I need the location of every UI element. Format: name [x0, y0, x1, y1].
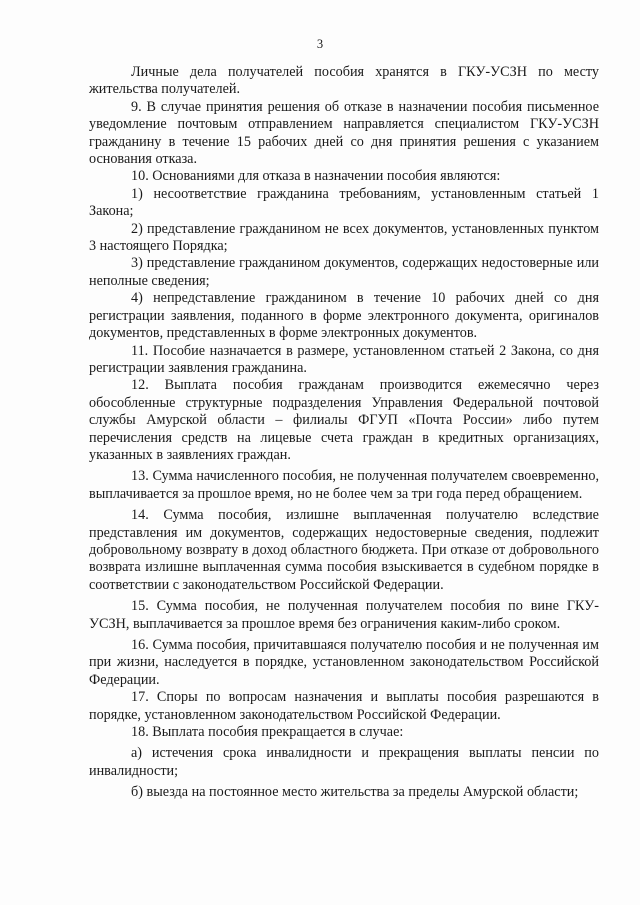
list-item-10-3: 3) представление гражданином документов, содержащих недостоверные или неполные сведения; [89, 255, 599, 289]
list-item-10-2: 2) представление гражданином не всех документов, установленных пунктом 3 настоящего Порядка; [89, 220, 599, 255]
page-number: 3 [316, 37, 324, 51]
list-item-18-a: а) истечения срока инвалидности и прекращения выплаты пенсии по инвалидности; [89, 745, 599, 779]
list-item-10-4: 4) непредставление гражданином в течение 10 рабочих дней со дня регистрации заявления, поданного в форме электронного документа, оригиналов документов, представленных в форме электронных документов. [89, 290, 599, 342]
paragraph-17-disputes: 17. Споры по вопросам назначения и выплаты пособия разрешаются в порядке, установленном законодательством Российской Федерации. [89, 689, 599, 723]
document-body [89, 64, 599, 802]
paragraph-15-agency-fault: 15. Сумма пособия, не полученная получателем пособия по вине ГКУ-УСЗН, выплачивается за прошлое время без ограничения каким-либо сроком. [89, 598, 599, 632]
paragraph-18-termination: 18. Выплата пособия прекращается в случае: [131, 724, 404, 741]
list-item-10-1: 1) несоответствие гражданина требованиям, установленным статьей 1 Закона; [89, 185, 599, 220]
paragraph-9-refusal-notice: 9. В случае принятия решения об отказе в назначении пособия письменное уведомление почтовым отправлением направляется специалистом ГКУ-УСЗН гражданину в течение 15 рабочих дней со дня принятия решения с указанием основания отказа. [89, 98, 599, 168]
paragraph-10-refusal-grounds: 10. Основаниями для отказа в назначении пособия являются: [131, 168, 501, 185]
paragraph-14-overpayment: 14. Сумма пособия, излишне выплаченная получателю вследствие представления им документов, содержащих недостоверные сведения, подлежит добровольному возврату в доход областного бюджета. При отказе от добровольного возврата излишне выплаченная сумма пособия взыскивается в судебном порядке в соответствии с законодательством Российской Федерации. [89, 507, 599, 593]
paragraph-personal-files: Личные дела получателей пособия хранятся в ГКУ-УСЗН по месту жительства получателей. [89, 64, 599, 98]
paragraph-13-late-payment: 13. Сумма начисленного пособия, не полученная получателем своевременно, выплачивается за прошлое время, но не более чем за три года перед обращением. [89, 468, 599, 502]
paragraph-12-payment-method: 12. Выплата пособия гражданам производится ежемесячно через обособленные структурные подразделения Управления Федеральной почтовой службы Амурской области – филиалы ФГУП «Почта России» либо путем перечисления средств на лицевые счета граждан в кредитных организациях, указанных в заявлениях граждан. [89, 377, 599, 463]
paragraph-11-amount: 11. Пособие назначается в размере, установленном статьей 2 Закона, со дня регистрации заявления гражданина. [89, 342, 599, 376]
list-item-18-b: б) выезда на постоянное место жительства за пределы Амурской области; [131, 784, 579, 801]
paragraph-16-inheritance: 16. Сумма пособия, причитавшаяся получателю пособия и не полученная им при жизни, наследуется в порядке, установленном законодательством Российской Федерации. [89, 637, 599, 688]
